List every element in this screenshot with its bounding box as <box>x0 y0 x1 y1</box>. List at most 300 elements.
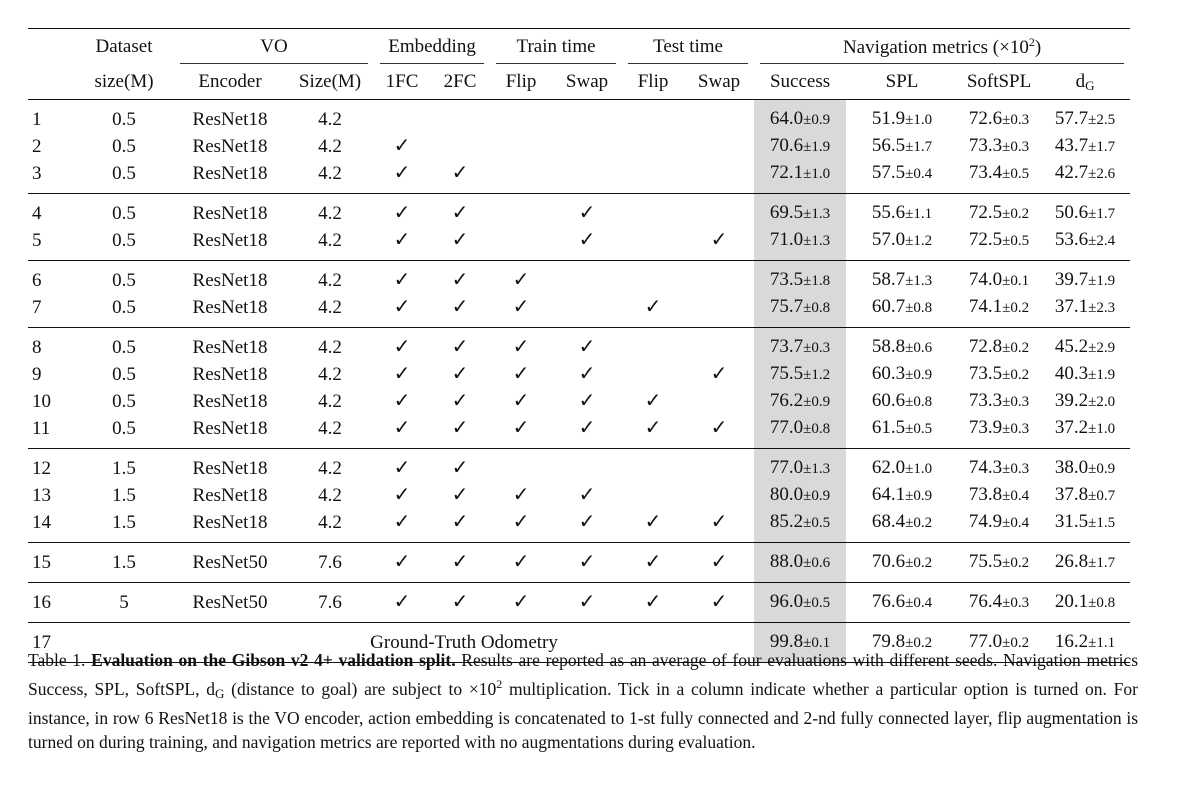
cell-spl-std: ±1.2 <box>905 233 933 249</box>
check-icon: ✓ <box>451 336 469 358</box>
table-row <box>28 415 1130 449</box>
cell-softspl-std: ±0.3 <box>1002 139 1030 155</box>
cell-spl <box>846 160 958 194</box>
cell-e2-flag <box>430 449 490 483</box>
cell-e2-flag <box>430 388 490 415</box>
cell-softspl-value: 74.0 <box>968 269 1003 290</box>
cell-e1-flag <box>374 482 430 509</box>
cell-e2-flag <box>430 100 490 134</box>
cell-encoder-size: 7.6 <box>286 583 374 623</box>
cell-dg <box>1040 509 1130 543</box>
cell-encoder-size: 4.2 <box>318 109 342 130</box>
cell-softspl <box>958 100 1040 134</box>
cell-tf-flag <box>490 482 552 509</box>
cell-success-value: 75.5 <box>769 363 804 384</box>
cell-spl-std: ±0.4 <box>905 595 933 611</box>
cell-e2-flag <box>430 133 490 160</box>
header-encoder: Encoder <box>198 71 262 92</box>
cell-encoder: ResNet50 <box>174 543 286 583</box>
caption-sub: G <box>214 686 225 701</box>
cell-spl-value: 60.6 <box>871 390 906 411</box>
check-icon: ✓ <box>393 269 411 291</box>
cell-softspl <box>958 194 1040 228</box>
cell-dataset-size: 0.5 <box>74 294 174 328</box>
cell-success <box>754 482 846 509</box>
header-train-flip: Flip <box>505 71 537 92</box>
check-icon: ✓ <box>578 336 596 358</box>
header-vo: VO <box>174 29 374 66</box>
cell-dg-value: 37.2 <box>1054 417 1089 438</box>
row-index: 7 <box>28 294 74 328</box>
caption-label: Table 1. <box>28 650 86 670</box>
cell-softspl <box>958 543 1040 583</box>
cell-success-value: 71.0 <box>769 229 804 250</box>
row-group <box>28 100 1130 194</box>
cell-spl <box>846 482 958 509</box>
cell-dg-std: ±1.0 <box>1088 421 1116 437</box>
cell-spl-value: 57.0 <box>871 229 906 250</box>
cell-success-std: ±1.3 <box>803 233 831 249</box>
check-icon: ✓ <box>393 417 411 439</box>
check-icon: ✓ <box>451 229 469 251</box>
cell-sf-flag <box>622 261 684 295</box>
cell-encoder: ResNet18 <box>192 458 268 479</box>
cell-success-value: 64.0 <box>769 108 804 129</box>
cell-e1-flag <box>374 328 430 362</box>
row-index: 5 <box>28 227 74 261</box>
cell-ss-flag <box>684 388 754 415</box>
row-group <box>28 261 1130 328</box>
cell-ss-flag <box>684 361 754 388</box>
cell-sf-flag <box>622 543 684 583</box>
check-icon: ✓ <box>451 363 469 385</box>
cell-success-value: 70.6 <box>769 135 804 156</box>
cell-dg-std: ±2.3 <box>1088 300 1116 316</box>
cell-spl-value: 62.0 <box>871 457 906 478</box>
cell-ts-flag <box>552 415 622 449</box>
row-index: 14 <box>28 509 74 543</box>
cell-spl-value: 57.5 <box>871 162 906 183</box>
check-icon: ✓ <box>393 551 411 573</box>
header-dg: $d_G$ <box>1075 70 1095 93</box>
cell-spl <box>846 100 958 134</box>
cell-sf-flag <box>622 415 684 449</box>
cell-sf-flag <box>622 194 684 228</box>
cell-dg-std: ±0.9 <box>1088 461 1116 477</box>
check-icon: ✓ <box>512 511 530 533</box>
cell-success <box>754 361 846 388</box>
table-header <box>28 29 1130 100</box>
cell-success <box>754 100 846 134</box>
cell-softspl-value: 73.3 <box>968 390 1003 411</box>
cell-softspl-std: ±0.3 <box>1002 421 1030 437</box>
cell-dg <box>1040 449 1130 483</box>
row-index: 11 <box>28 415 74 449</box>
cell-spl-std: ±0.4 <box>905 166 933 182</box>
cell-encoder: ResNet18 <box>174 294 286 328</box>
cell-ts-flag <box>552 133 622 160</box>
cell-e1-flag <box>374 227 430 261</box>
cell-spl-value: 60.7 <box>871 296 906 317</box>
cell-spl <box>846 227 958 261</box>
cell-softspl-std: ±0.2 <box>1002 367 1030 383</box>
header-2fc: 2FC <box>443 71 477 92</box>
cell-tf-flag <box>490 194 552 228</box>
cell-encoder-size: 4.2 <box>286 509 374 543</box>
cell-spl-value: 68.4 <box>871 511 906 532</box>
check-icon: ✓ <box>578 229 596 251</box>
cell-softspl-std: ±0.2 <box>1002 340 1030 356</box>
cell-dataset-size: 0.5 <box>112 203 136 224</box>
cell-dataset-size: 1.5 <box>74 509 174 543</box>
cell-dg <box>1040 194 1130 228</box>
cell-softspl-std: ±0.2 <box>1002 635 1030 651</box>
cell-softspl-value: 76.4 <box>968 591 1003 612</box>
cell-dg <box>1040 100 1130 134</box>
cell-dg-value: 31.5 <box>1054 511 1089 532</box>
caption-text-3: multiplication. Tick in a column indicate whether a particular option is turned on. For instance, in row 6 ResNet18 is the VO encoder, action embedding is concatenated to 1-st fully connected and 2-nd fully connected layer, flip augmentation is turned on during training, and navigation metrics are reported with no augmentations during evaluation. <box>28 679 1138 752</box>
cell-dg <box>1040 388 1130 415</box>
cell-dg <box>1040 415 1130 449</box>
check-icon: ✓ <box>393 202 411 224</box>
cell-spl <box>846 133 958 160</box>
cell-ss-flag <box>684 509 754 543</box>
table-row <box>28 328 1130 362</box>
cell-dg-std: ±1.7 <box>1088 139 1116 155</box>
cell-spl <box>846 361 958 388</box>
cell-dg <box>1040 227 1130 261</box>
cell-success <box>754 194 846 228</box>
cell-dataset-size: 0.5 <box>112 337 136 358</box>
cell-ts-flag <box>552 449 622 483</box>
header-size: Size(M) <box>298 71 362 92</box>
cell-success-value: 96.0 <box>769 591 804 612</box>
cell-e1-flag <box>374 543 430 583</box>
cell-dataset-size: 1.5 <box>74 543 174 583</box>
cell-softspl-value: 72.5 <box>968 229 1003 250</box>
cell-softspl-value: 72.5 <box>968 202 1003 223</box>
cell-softspl-value: 73.5 <box>968 363 1003 384</box>
cell-success-std: ±0.8 <box>803 300 831 316</box>
row-index: 13 <box>32 485 51 506</box>
cell-spl-std: ±0.6 <box>905 340 933 356</box>
header-test-flip: Flip <box>637 71 669 92</box>
cell-dg <box>1040 261 1130 295</box>
row-index: 2 <box>32 136 42 157</box>
cell-success-std: ±0.1 <box>803 635 831 651</box>
cell-success-value: 77.0 <box>769 457 804 478</box>
check-icon: ✓ <box>451 269 469 291</box>
cell-ss-flag <box>684 227 754 261</box>
row-index: 17 <box>28 623 74 663</box>
cell-encoder-size: 4.2 <box>318 458 342 479</box>
cell-softspl-std: ±0.2 <box>1002 300 1030 316</box>
caption-sup: 2 <box>496 677 503 691</box>
cell-sf-flag <box>622 294 684 328</box>
cell-encoder: ResNet18 <box>174 160 286 194</box>
cell-softspl <box>958 482 1040 509</box>
cell-softspl-std: ±0.4 <box>1002 515 1030 531</box>
cell-e1-flag <box>374 261 430 295</box>
cell-dg-std: ±2.9 <box>1088 340 1116 356</box>
cell-tf-flag <box>490 543 552 583</box>
cell-success <box>754 388 846 415</box>
cell-ts-flag <box>552 328 622 362</box>
cell-success <box>754 261 846 295</box>
check-icon: ✓ <box>393 511 411 533</box>
cell-softspl-std: ±0.2 <box>1002 206 1030 222</box>
cell-dataset-size: 1.5 <box>112 485 136 506</box>
cell-spl-value: 79.8 <box>871 631 906 652</box>
cell-softspl-value: 75.5 <box>968 551 1003 572</box>
check-icon: ✓ <box>644 417 662 439</box>
cell-success <box>754 415 846 449</box>
cell-dg <box>1040 133 1130 160</box>
cell-dg-value: 37.1 <box>1054 296 1089 317</box>
cell-softspl-value: 74.9 <box>968 511 1003 532</box>
cell-dg-value: 20.1 <box>1054 591 1089 612</box>
table-row <box>28 482 1130 509</box>
cell-tf-flag <box>490 583 552 623</box>
check-icon: ✓ <box>512 591 530 613</box>
cell-softspl <box>958 361 1040 388</box>
cell-dg-std: ±2.6 <box>1088 166 1116 182</box>
check-icon: ✓ <box>578 484 596 506</box>
cell-e1-flag <box>374 361 430 388</box>
cell-e1-flag <box>374 294 430 328</box>
header-spl: SPL <box>885 71 919 92</box>
cell-encoder-size: 4.2 <box>286 227 374 261</box>
cell-tf-flag <box>490 227 552 261</box>
cell-e2-flag <box>430 482 490 509</box>
cell-tf-flag <box>490 294 552 328</box>
cell-ss-flag <box>684 328 754 362</box>
cell-sf-flag <box>622 449 684 483</box>
cell-dg <box>1040 328 1130 362</box>
table-row <box>28 449 1130 483</box>
cell-softspl-value: 74.1 <box>968 296 1003 317</box>
cell-tf-flag <box>490 160 552 194</box>
cell-success-std: ±0.5 <box>803 515 831 531</box>
cell-spl-std: ±0.2 <box>905 635 933 651</box>
cell-success-value: 77.0 <box>769 417 804 438</box>
table-row <box>28 583 1130 623</box>
cell-softspl <box>958 261 1040 295</box>
cell-e1-flag <box>374 583 430 623</box>
cell-softspl-value: 73.8 <box>968 484 1003 505</box>
cell-success-std: ±1.3 <box>803 206 831 222</box>
table-caption <box>28 648 1138 754</box>
check-icon: ✓ <box>578 551 596 573</box>
cell-e2-flag <box>430 160 490 194</box>
header-train-swap: Swap <box>565 71 609 92</box>
header-nav-metrics: Navigation metrics $(\times 10^2)$ <box>754 29 1130 66</box>
cell-spl <box>846 449 958 483</box>
header-blank-2 <box>28 65 74 100</box>
cell-encoder: ResNet18 <box>174 509 286 543</box>
cell-e2-flag <box>430 583 490 623</box>
cell-success <box>754 509 846 543</box>
cell-tf-flag <box>490 415 552 449</box>
table-row <box>28 543 1130 583</box>
cell-success-value: 73.7 <box>769 336 804 357</box>
cell-softspl <box>958 133 1040 160</box>
header-softspl: SoftSPL <box>966 71 1032 92</box>
check-icon: ✓ <box>393 162 411 184</box>
cell-softspl-value: 74.3 <box>968 457 1003 478</box>
cell-dg-std: ±2.0 <box>1088 394 1116 410</box>
cell-dg-std: ±0.8 <box>1088 595 1116 611</box>
cell-tf-flag <box>490 388 552 415</box>
cell-dg-std: ±1.1 <box>1088 635 1116 651</box>
cell-ts-flag <box>552 261 622 295</box>
check-icon: ✓ <box>710 591 728 613</box>
cell-success-value: 99.8 <box>769 631 804 652</box>
check-icon: ✓ <box>512 417 530 439</box>
cell-tf-flag <box>490 509 552 543</box>
check-icon: ✓ <box>710 363 728 385</box>
check-icon: ✓ <box>451 417 469 439</box>
cell-dg-value: 42.7 <box>1054 162 1089 183</box>
check-icon: ✓ <box>393 135 411 157</box>
cell-spl <box>846 294 958 328</box>
cell-success-std: ±0.3 <box>803 340 831 356</box>
check-icon: ✓ <box>451 591 469 613</box>
cell-spl-std: ±0.8 <box>905 394 933 410</box>
results-table-container <box>28 28 1130 663</box>
cell-encoder: ResNet18 <box>174 415 286 449</box>
check-icon: ✓ <box>512 363 530 385</box>
cell-softspl-value: 73.3 <box>968 135 1003 156</box>
cell-sf-flag <box>622 388 684 415</box>
cell-ts-flag <box>552 543 622 583</box>
cell-encoder-size: 4.2 <box>286 415 374 449</box>
cell-encoder-size: 4.2 <box>318 391 342 412</box>
cell-success-std: ±1.0 <box>803 166 831 182</box>
cell-success-value: 69.5 <box>769 202 804 223</box>
cell-spl <box>846 583 958 623</box>
cell-dataset-size: 0.5 <box>112 109 136 130</box>
cell-success-std: ±1.8 <box>803 273 831 289</box>
cell-success-value: 75.7 <box>769 296 804 317</box>
cell-dg <box>1040 294 1130 328</box>
cell-success-value: 80.0 <box>769 484 804 505</box>
cell-dg <box>1040 482 1130 509</box>
cell-dg-value: 39.7 <box>1054 269 1089 290</box>
cell-ss-flag <box>684 100 754 134</box>
cell-sf-flag <box>622 482 684 509</box>
row-index: 1 <box>32 109 42 130</box>
cell-dataset-size: 0.5 <box>112 391 136 412</box>
cell-spl-std: ±0.2 <box>905 555 933 571</box>
cell-dg <box>1040 160 1130 194</box>
cell-spl-std: ±0.9 <box>905 367 933 383</box>
cell-ts-flag <box>552 100 622 134</box>
cell-tf-flag <box>490 328 552 362</box>
header-1fc: 1FC <box>385 71 419 92</box>
cell-e2-flag <box>430 261 490 295</box>
cell-ts-flag <box>552 388 622 415</box>
cell-success <box>754 449 846 483</box>
cell-e1-flag <box>374 100 430 134</box>
table-row <box>28 160 1130 194</box>
cell-dg-value: 43.7 <box>1054 135 1089 156</box>
cell-encoder: ResNet18 <box>192 270 268 291</box>
cell-dg-value: 57.7 <box>1054 108 1089 129</box>
row-group <box>28 583 1130 623</box>
cell-dg-value: 37.8 <box>1054 484 1089 505</box>
cell-ts-flag <box>552 482 622 509</box>
row-group <box>28 543 1130 583</box>
cell-spl <box>846 328 958 362</box>
cell-success-std: ±0.9 <box>803 112 831 128</box>
cell-dataset-size: 5 <box>74 583 174 623</box>
cell-dg-value: 16.2 <box>1054 631 1089 652</box>
check-icon: ✓ <box>451 457 469 479</box>
cell-encoder: ResNet50 <box>174 583 286 623</box>
cell-e1-flag <box>374 449 430 483</box>
caption-text-1: Results are reported as an average of four evaluations with different seeds. Navigation metrics Success, SPL, SoftSPL, d <box>28 650 1139 699</box>
cell-ts-flag <box>552 583 622 623</box>
cell-success-value: 73.5 <box>769 269 804 290</box>
cell-spl-value: 60.3 <box>871 363 906 384</box>
cell-dg-std: ±1.7 <box>1088 206 1116 222</box>
check-icon: ✓ <box>710 229 728 251</box>
cell-encoder: ResNet18 <box>192 485 268 506</box>
cell-dg-std: ±2.5 <box>1088 112 1116 128</box>
cell-success-value: 76.2 <box>769 390 804 411</box>
cell-sf-flag <box>622 583 684 623</box>
cell-spl <box>846 509 958 543</box>
cell-dg-value: 26.8 <box>1054 551 1089 572</box>
cell-encoder-size: 4.2 <box>318 203 342 224</box>
cell-ts-flag <box>552 160 622 194</box>
cell-success <box>754 328 846 362</box>
cell-sf-flag <box>622 227 684 261</box>
cell-ts-flag <box>552 509 622 543</box>
row-index: 3 <box>28 160 74 194</box>
table-row <box>28 261 1130 295</box>
cell-encoder: ResNet18 <box>192 391 268 412</box>
table-row <box>28 388 1130 415</box>
cell-softspl <box>958 583 1040 623</box>
caption-text-2: (distance to goal) are subject to ×10 <box>224 679 497 699</box>
cell-success-value: 85.2 <box>769 511 804 532</box>
cell-e1-flag <box>374 509 430 543</box>
cell-tf-flag <box>490 133 552 160</box>
cell-ts-flag <box>552 294 622 328</box>
check-icon: ✓ <box>578 390 596 412</box>
check-icon: ✓ <box>512 296 530 318</box>
cell-dg-std: ±1.9 <box>1088 273 1116 289</box>
cell-e1-flag <box>374 415 430 449</box>
cell-ts-flag <box>552 361 622 388</box>
cell-success-std: ±0.6 <box>803 555 831 571</box>
cell-ss-flag <box>684 583 754 623</box>
cell-spl-std: ±0.5 <box>905 421 933 437</box>
cell-encoder-size: 4.2 <box>318 337 342 358</box>
cell-ss-flag <box>684 449 754 483</box>
row-group <box>28 194 1130 261</box>
cell-e2-flag <box>430 328 490 362</box>
check-icon: ✓ <box>578 591 596 613</box>
cell-spl-value: 56.5 <box>871 135 906 156</box>
cell-spl-std: ±1.3 <box>905 273 933 289</box>
row-index: 8 <box>32 337 42 358</box>
cell-softspl-std: ±0.3 <box>1002 461 1030 477</box>
header-test-time: Test time <box>622 29 754 66</box>
cell-softspl <box>958 294 1040 328</box>
